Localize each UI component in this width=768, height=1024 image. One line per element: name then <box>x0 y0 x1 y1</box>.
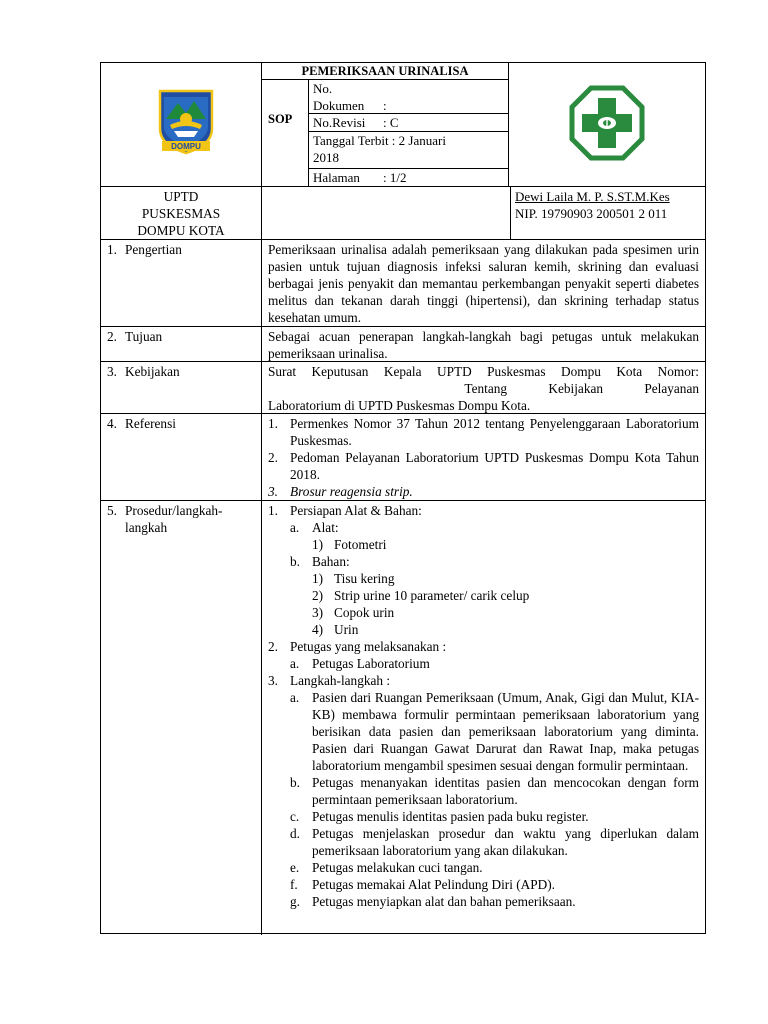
list-text: Petugas menjelaskan prosedur dan waktu yang diperlukan dalam pemeriksaan laboratorium yang akan dilakukan. <box>312 826 699 858</box>
emblem-caption: DOMPU <box>171 142 201 151</box>
list-item <box>268 859 699 876</box>
list-text: Permenkes Nomor 37 Tahun 2012 tentang Penyelenggaraan Laboratorium Puskesmas. <box>290 416 699 448</box>
list-item <box>268 483 699 500</box>
list-marker: c. <box>290 809 300 824</box>
section-prosedur <box>101 500 705 935</box>
list-text: Petugas melakukan cuci tangan. <box>312 860 483 875</box>
list-text: Copok urin <box>334 605 395 620</box>
section-label-text-cont: langkah <box>125 520 168 535</box>
section-label-text: Referensi <box>125 416 176 431</box>
section-label <box>101 362 262 413</box>
signer-name: Dewi Laila M. P. S.ST.M.Kes <box>515 189 670 204</box>
list-item <box>268 672 699 689</box>
org-signer-row <box>101 186 705 239</box>
list-text: Fotometri <box>334 537 387 552</box>
list-item <box>268 536 699 553</box>
no-dokumen-value: : <box>383 98 387 113</box>
list-item <box>268 502 699 519</box>
kebijakan-line3: Laboratorium di UPTD Puskesmas Dompu Kota. <box>268 398 531 413</box>
no-revisi-row <box>309 114 509 132</box>
section-body <box>262 327 705 362</box>
section-label <box>101 501 262 935</box>
org-line1: UPTD <box>163 189 199 204</box>
document-title: PEMERIKSAAN URINALISA <box>262 63 509 80</box>
list-marker: 3) <box>312 605 324 620</box>
puskesmas-cross-icon <box>569 85 645 161</box>
org-line2: PUSKESMAS <box>141 206 221 221</box>
list-item <box>268 604 699 621</box>
section-num: 4. <box>107 416 117 431</box>
header-left-logo-cell <box>101 63 262 186</box>
list-marker: 1) <box>312 571 324 586</box>
list-marker: a. <box>290 520 300 535</box>
sop-document <box>100 62 706 934</box>
section-num: 5. <box>107 503 117 518</box>
list-marker: 2. <box>268 639 278 654</box>
list-marker: 3. <box>268 484 278 499</box>
no-revisi-label: No.Revisi <box>313 115 366 130</box>
list-text: Petugas memakai Alat Pelindung Diri (APD). <box>312 877 556 892</box>
sop-label-cell <box>262 80 309 186</box>
list-marker: a. <box>290 690 300 705</box>
list-text: Tisu kering <box>334 571 395 586</box>
org-name <box>101 187 262 240</box>
list-text: Petugas menanyakan identitas pasien dan mencocokan dengan form permintaan pemeriksaan laboratorium. <box>312 775 699 807</box>
list-item <box>268 553 699 570</box>
list-item <box>268 519 699 536</box>
list-marker: e. <box>290 860 300 875</box>
list-item <box>268 587 699 604</box>
list-text: Brosur reagensia strip. <box>290 484 413 499</box>
list-marker: g. <box>290 894 300 909</box>
list-item <box>268 449 699 483</box>
list-marker: b. <box>290 554 300 569</box>
section-tujuan <box>101 326 705 361</box>
list-item <box>268 774 699 808</box>
tujuan-text: Sebagai acuan penerapan langkah-langkah bagi petugas untuk melakukan pemeriksaan urinalisa. <box>268 329 699 361</box>
list-text: Persiapan Alat & Bahan: <box>290 503 422 518</box>
section-label-text: Pengertian <box>125 242 182 257</box>
list-item <box>268 808 699 825</box>
list-marker: 1. <box>268 416 278 431</box>
section-label-text: Kebijakan <box>125 364 180 379</box>
signer-block <box>511 187 705 240</box>
list-item <box>268 655 699 672</box>
section-label <box>101 327 262 361</box>
section-num: 3. <box>107 364 117 379</box>
section-body <box>262 362 705 414</box>
list-text: Petugas Laboratorium <box>312 656 430 671</box>
list-item <box>268 570 699 587</box>
section-kebijakan <box>101 361 705 413</box>
section-label-text: Prosedur/langkah- <box>125 503 223 518</box>
section-label-text: Tujuan <box>125 329 163 344</box>
signer-nip: NIP. 19790903 200501 2 011 <box>515 206 668 221</box>
section-referensi <box>101 413 705 500</box>
list-text: Pedoman Pelayanan Laboratorium UPTD Puskesmas Dompu Kota Tahun 2018. <box>290 450 699 482</box>
list-item <box>268 638 699 655</box>
list-text: Petugas menulis identitas pasien pada buku register. <box>312 809 589 824</box>
list-text: Pasien dari Ruangan Pemeriksaan (Umum, Anak, Gigi dan Mulut, KIA-KB) membawa formulir permintaan pemeriksaan laboratorium yang berisikan data pasien dan pemeriksaan laboratorium yang diminta. Pasien dari Ruangan Gawat Darurat dan Rawat Inap, maka petugas laboratorium mengambil spesimen sesuai dengan formulir permintaan. <box>312 690 699 773</box>
list-marker: a. <box>290 656 300 671</box>
section-body <box>262 501 705 910</box>
list-text: Petugas yang melaksanakan : <box>290 639 447 654</box>
section-body <box>262 240 705 326</box>
header-right-logo-cell <box>509 63 705 186</box>
list-marker: 2. <box>268 450 278 465</box>
kebijakan-line1: Surat Keputusan Kepala UPTD Puskesmas Dompu Kota Nomor: <box>268 364 699 379</box>
list-text: Urin <box>334 622 359 637</box>
list-marker: 4) <box>312 622 324 637</box>
section-label <box>101 240 262 326</box>
list-text: Alat: <box>312 520 339 535</box>
list-text: Langkah-langkah : <box>290 673 391 688</box>
list-item <box>268 415 699 449</box>
list-item <box>268 689 699 774</box>
list-item <box>268 893 699 910</box>
section-num: 1. <box>107 242 117 257</box>
no-revisi-value: : C <box>383 115 399 130</box>
blank-cell <box>262 187 511 240</box>
list-marker: 1) <box>312 537 324 552</box>
halaman-label: Halaman <box>313 170 360 185</box>
list-marker: f. <box>290 877 298 892</box>
list-marker: b. <box>290 775 300 790</box>
list-item <box>268 825 699 859</box>
halaman-row <box>309 169 509 186</box>
section-body <box>262 414 705 500</box>
dompu-regency-emblem-icon <box>156 89 216 155</box>
org-line3: DOMPU KOTA <box>137 223 225 238</box>
section-num: 2. <box>107 329 117 344</box>
halaman-value: : 1/2 <box>383 170 407 185</box>
list-item <box>268 876 699 893</box>
sop-header <box>101 63 705 186</box>
list-marker: 1. <box>268 503 278 518</box>
sop-label: SOP <box>268 112 293 126</box>
no-dokumen-row <box>309 80 509 114</box>
no-dokumen-label: No. Dokumen <box>313 81 365 113</box>
tanggal-terbit-row <box>309 132 509 169</box>
list-marker: 3. <box>268 673 278 688</box>
pengertian-text: Pemeriksaan urinalisa adalah pemeriksaan yang dilakukan pada spesimen urin pasien untuk tujuan diagnosis infeksi saluran kemih, skrining dan evaluasi berbagai jenis penyakit dan memantau perkembangan penyakit seperti diabetes melitus dan tekanan darah tinggi (hipertensi), dan skrining terhadap status kesehatan umum. <box>268 242 699 325</box>
kebijakan-line2: Tentang Kebijakan Pelayanan <box>464 381 699 396</box>
list-text: Strip urine 10 parameter/ carik celup <box>334 588 530 603</box>
section-label <box>101 414 262 500</box>
list-marker: d. <box>290 826 300 841</box>
list-item <box>268 621 699 638</box>
section-pengertian <box>101 239 705 326</box>
tanggal-terbit-line2: 2018 <box>313 150 339 165</box>
list-marker: 2) <box>312 588 324 603</box>
list-text: Petugas menyiapkan alat dan bahan pemeriksaan. <box>312 894 576 909</box>
tanggal-terbit-line1: Tanggal Terbit : 2 Januari <box>313 133 446 148</box>
list-text: Bahan: <box>312 554 350 569</box>
